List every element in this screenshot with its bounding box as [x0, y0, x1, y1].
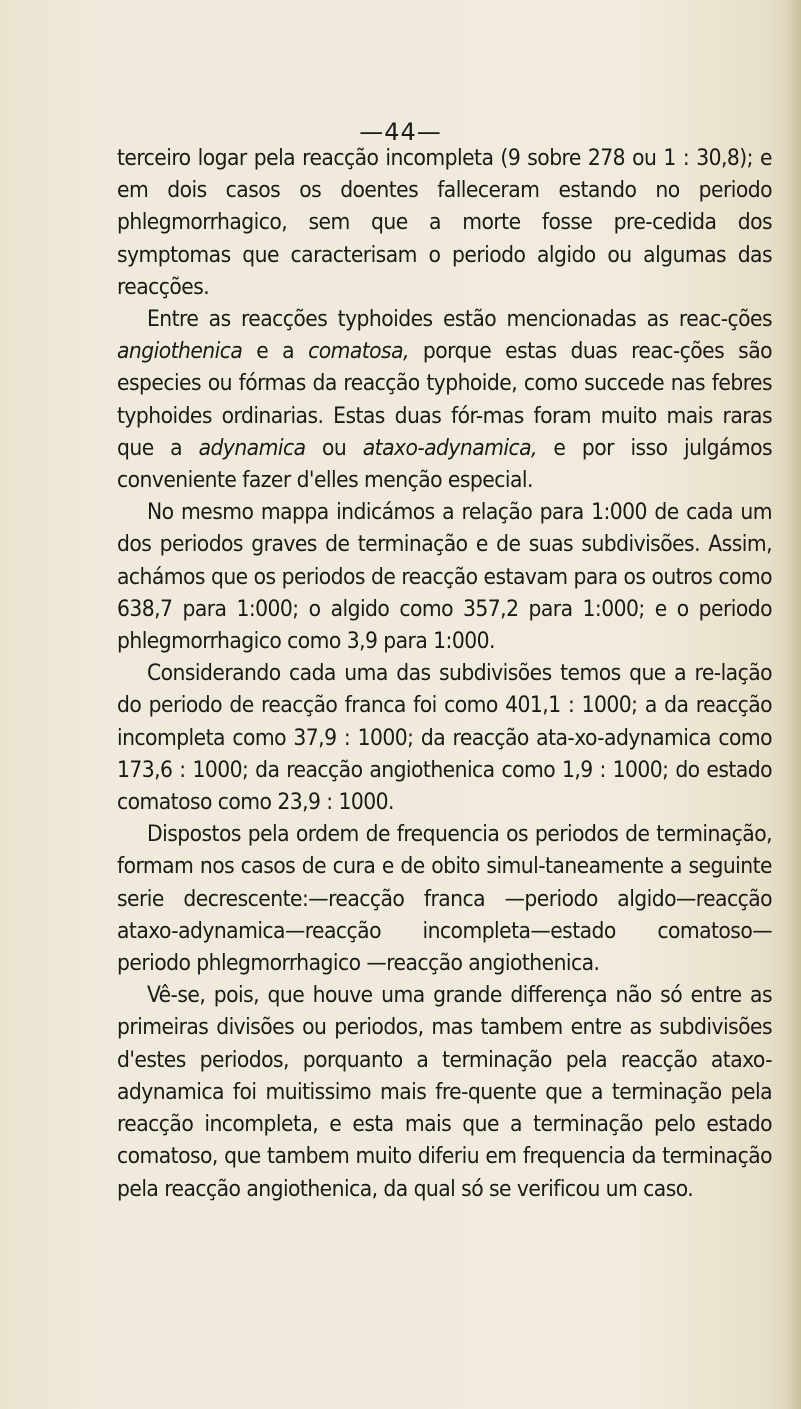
paragraph — [117, 496, 772, 657]
italic-term: adynamica — [198, 434, 306, 461]
italic-term: angiothenica — [117, 338, 243, 365]
text-run: ou — [305, 434, 363, 461]
text-run: Considerando cada uma das subdivisões temos que a re-lação do periodo de reacção franca foi como 401,1 : 1000; a da reacção incompleta como 37,9 : 1000; da reacção ata-xo-adynamica como 173,6 : 1000; da reacção angiothenica como 1,9 : 1000; do estado comatoso como 23,9 : 1000. — [117, 660, 772, 816]
italic-term: comatosa, — [308, 338, 409, 365]
text-run: porque estas duas reac-ções são especies ou fórmas da reacção typhoide, como succede nas febres typhoides ordinarias. Estas duas fór-mas foram muito mais raras que a — [117, 338, 772, 461]
body-text — [117, 142, 772, 1205]
text-run: No mesmo mappa indicámos a relação para 1:000 de cada um dos periodos graves de terminação e de suas subdivisões. Assim, achámos que os periodos de reacção estavam para os outros como 638,7 para 1:000; o algido como 357,2 para 1:000; e o periodo phlegmorrhagico como 3,9 para 1:000. — [117, 499, 772, 655]
text-run: Vê-se, pois, que houve uma grande differença não só entre as primeiras divisões ou periodos, mas tambem entre as subdivisões d'estes periodos, porquanto a terminação pela reacção ataxo-adynamica foi muitissimo mais fre-quente que a terminação pela reacção incompleta, e esta mais que a terminação pelo estado comatoso, que tambem muito diferiu em frequencia da terminação pela reacção angiothenica, da qual só se verificou um caso. — [117, 982, 772, 1202]
italic-term: ataxo-adynamica, — [362, 434, 537, 461]
paragraph — [117, 142, 772, 303]
page-edge-shadow — [787, 0, 801, 1409]
text-run: terceiro logar pela reacção incompleta (9 sobre 278 ou 1 : 30,8); e em dois casos os doentes falleceram estando no periodo phlegmorrhagico, sem que a morte fosse pre-cedida dos symptomas que caracterisam o periodo algido ou algumas das reacções. — [117, 145, 772, 300]
text-run: e por isso julgámos conveniente fazer d'elles menção especial. — [117, 434, 773, 494]
paragraph — [117, 303, 772, 496]
paragraph — [117, 657, 772, 818]
text-run: Dispostos pela ordem de frequencia os periodos de terminação, formam nos casos de cura e de obito simul-taneamente a seguinte serie decrescente:—reacção franca —periodo algido—reacção ataxo-adynamica—reacção incompleta—estado comatoso—periodo phlegmorrhagico —reacção angiothenica. — [117, 821, 772, 977]
text-run: Entre as reacções typhoides estão mencionadas as reac-ções — [147, 306, 772, 333]
page-number: —44— — [359, 118, 442, 146]
paragraph — [117, 979, 772, 1204]
text-run: e a — [242, 338, 309, 365]
paragraph — [117, 818, 772, 979]
